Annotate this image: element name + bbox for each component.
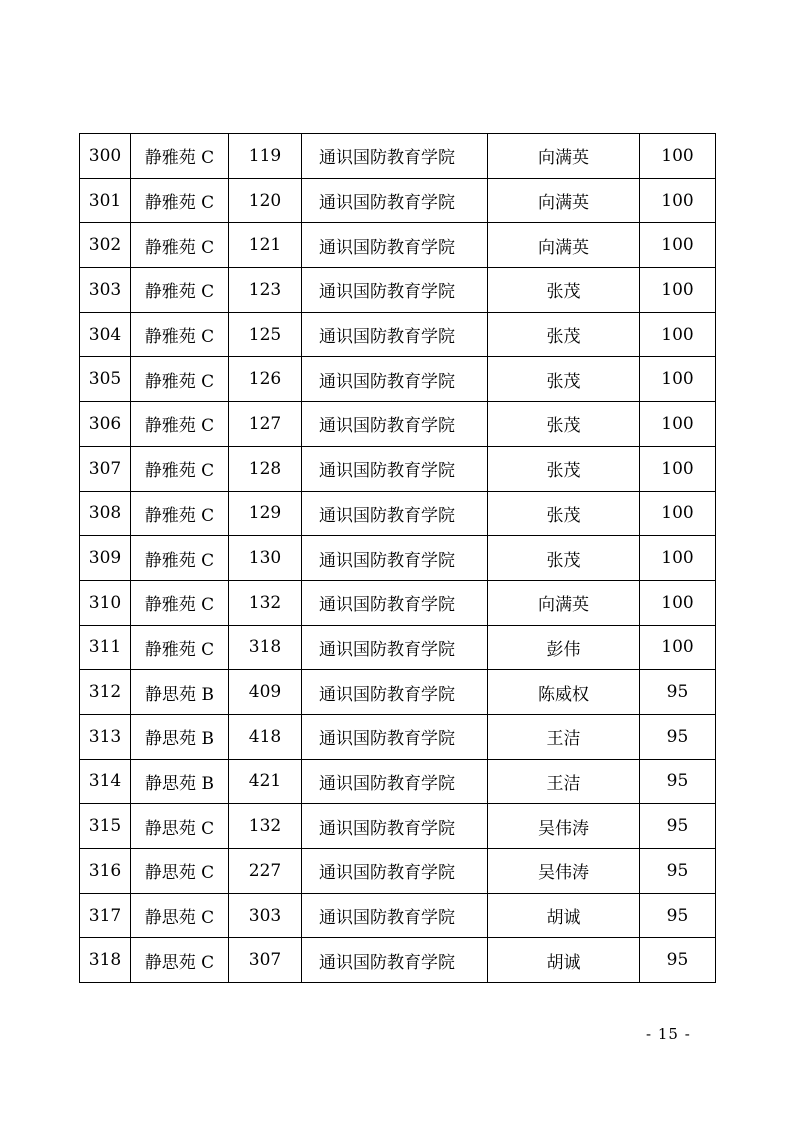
row-index-cell: 301	[80, 178, 131, 223]
score-cell: 95	[640, 804, 716, 849]
college-cell: 通识国防教育学院	[302, 268, 488, 313]
college-cell: 通识国防教育学院	[302, 893, 488, 938]
college-cell: 通识国防教育学院	[302, 670, 488, 715]
room-cell: 119	[229, 134, 302, 179]
room-cell: 128	[229, 446, 302, 491]
room-cell: 129	[229, 491, 302, 536]
building-cell: 静雅苑 C	[131, 134, 229, 179]
counselor-cell: 王洁	[488, 759, 640, 804]
score-cell: 100	[640, 223, 716, 268]
counselor-cell: 张茂	[488, 491, 640, 536]
college-cell: 通识国防教育学院	[302, 134, 488, 179]
row-index-cell: 318	[80, 938, 131, 983]
college-cell: 通识国防教育学院	[302, 804, 488, 849]
score-cell: 100	[640, 312, 716, 357]
building-cell: 静雅苑 C	[131, 223, 229, 268]
college-cell: 通识国防教育学院	[302, 759, 488, 804]
room-cell: 130	[229, 536, 302, 581]
row-index-cell: 315	[80, 804, 131, 849]
score-cell: 100	[640, 268, 716, 313]
building-cell: 静雅苑 C	[131, 491, 229, 536]
counselor-cell: 吴伟涛	[488, 849, 640, 894]
table-row	[80, 580, 716, 625]
table-row	[80, 625, 716, 670]
table-body	[80, 134, 716, 983]
row-index-cell: 300	[80, 134, 131, 179]
row-index-cell: 304	[80, 312, 131, 357]
building-cell: 静雅苑 C	[131, 357, 229, 402]
room-cell: 120	[229, 178, 302, 223]
counselor-cell: 张茂	[488, 402, 640, 447]
college-cell: 通识国防教育学院	[302, 625, 488, 670]
score-cell: 100	[640, 178, 716, 223]
college-cell: 通识国防教育学院	[302, 714, 488, 759]
counselor-cell: 张茂	[488, 536, 640, 581]
college-cell: 通识国防教育学院	[302, 312, 488, 357]
table-row	[80, 536, 716, 581]
table-row	[80, 178, 716, 223]
row-index-cell: 317	[80, 893, 131, 938]
counselor-cell: 张茂	[488, 312, 640, 357]
table-row	[80, 804, 716, 849]
building-cell: 静雅苑 C	[131, 580, 229, 625]
building-cell: 静思苑 C	[131, 849, 229, 894]
score-cell: 95	[640, 938, 716, 983]
dormitory-score-table	[79, 133, 716, 983]
table-row	[80, 134, 716, 179]
building-cell: 静思苑 B	[131, 759, 229, 804]
building-cell: 静雅苑 C	[131, 625, 229, 670]
counselor-cell: 胡诚	[488, 938, 640, 983]
counselor-cell: 王洁	[488, 714, 640, 759]
table-row	[80, 491, 716, 536]
score-cell: 95	[640, 714, 716, 759]
row-index-cell: 309	[80, 536, 131, 581]
room-cell: 418	[229, 714, 302, 759]
building-cell: 静雅苑 C	[131, 268, 229, 313]
score-cell: 95	[640, 759, 716, 804]
building-cell: 静雅苑 C	[131, 536, 229, 581]
building-cell: 静雅苑 C	[131, 178, 229, 223]
score-cell: 100	[640, 625, 716, 670]
counselor-cell: 向满英	[488, 223, 640, 268]
row-index-cell: 308	[80, 491, 131, 536]
college-cell: 通识国防教育学院	[302, 223, 488, 268]
room-cell: 409	[229, 670, 302, 715]
row-index-cell: 303	[80, 268, 131, 313]
college-cell: 通识国防教育学院	[302, 491, 488, 536]
table-row	[80, 849, 716, 894]
counselor-cell: 彭伟	[488, 625, 640, 670]
counselor-cell: 向满英	[488, 134, 640, 179]
score-cell: 100	[640, 446, 716, 491]
college-cell: 通识国防教育学院	[302, 580, 488, 625]
room-cell: 307	[229, 938, 302, 983]
page-number: - 15 -	[646, 1025, 691, 1043]
table-row	[80, 446, 716, 491]
row-index-cell: 312	[80, 670, 131, 715]
building-cell: 静雅苑 C	[131, 312, 229, 357]
counselor-cell: 张茂	[488, 357, 640, 402]
room-cell: 421	[229, 759, 302, 804]
room-cell: 125	[229, 312, 302, 357]
row-index-cell: 307	[80, 446, 131, 491]
row-index-cell: 311	[80, 625, 131, 670]
row-index-cell: 306	[80, 402, 131, 447]
college-cell: 通识国防教育学院	[302, 446, 488, 491]
counselor-cell: 张茂	[488, 446, 640, 491]
table-row	[80, 714, 716, 759]
room-cell: 121	[229, 223, 302, 268]
row-index-cell: 316	[80, 849, 131, 894]
row-index-cell: 313	[80, 714, 131, 759]
score-cell: 100	[640, 402, 716, 447]
table-row	[80, 312, 716, 357]
building-cell: 静雅苑 C	[131, 446, 229, 491]
score-cell: 100	[640, 134, 716, 179]
score-cell: 100	[640, 491, 716, 536]
row-index-cell: 302	[80, 223, 131, 268]
table-row	[80, 893, 716, 938]
room-cell: 303	[229, 893, 302, 938]
room-cell: 132	[229, 580, 302, 625]
table-row	[80, 357, 716, 402]
row-index-cell: 310	[80, 580, 131, 625]
room-cell: 123	[229, 268, 302, 313]
building-cell: 静思苑 C	[131, 893, 229, 938]
counselor-cell: 陈威权	[488, 670, 640, 715]
college-cell: 通识国防教育学院	[302, 849, 488, 894]
college-cell: 通识国防教育学院	[302, 536, 488, 581]
score-cell: 95	[640, 893, 716, 938]
building-cell: 静雅苑 C	[131, 402, 229, 447]
counselor-cell: 吴伟涛	[488, 804, 640, 849]
counselor-cell: 胡诚	[488, 893, 640, 938]
college-cell: 通识国防教育学院	[302, 178, 488, 223]
score-cell: 100	[640, 536, 716, 581]
building-cell: 静思苑 C	[131, 804, 229, 849]
room-cell: 126	[229, 357, 302, 402]
score-cell: 100	[640, 357, 716, 402]
room-cell: 227	[229, 849, 302, 894]
college-cell: 通识国防教育学院	[302, 402, 488, 447]
college-cell: 通识国防教育学院	[302, 357, 488, 402]
row-index-cell: 305	[80, 357, 131, 402]
counselor-cell: 向满英	[488, 580, 640, 625]
room-cell: 132	[229, 804, 302, 849]
counselor-cell: 向满英	[488, 178, 640, 223]
building-cell: 静思苑 B	[131, 670, 229, 715]
table-row	[80, 268, 716, 313]
room-cell: 318	[229, 625, 302, 670]
row-index-cell: 314	[80, 759, 131, 804]
building-cell: 静思苑 B	[131, 714, 229, 759]
score-cell: 95	[640, 670, 716, 715]
college-cell: 通识国防教育学院	[302, 938, 488, 983]
score-cell: 100	[640, 580, 716, 625]
counselor-cell: 张茂	[488, 268, 640, 313]
building-cell: 静思苑 C	[131, 938, 229, 983]
table-row	[80, 938, 716, 983]
table-row	[80, 670, 716, 715]
table-row	[80, 759, 716, 804]
table-row	[80, 402, 716, 447]
score-cell: 95	[640, 849, 716, 894]
room-cell: 127	[229, 402, 302, 447]
table-row	[80, 223, 716, 268]
